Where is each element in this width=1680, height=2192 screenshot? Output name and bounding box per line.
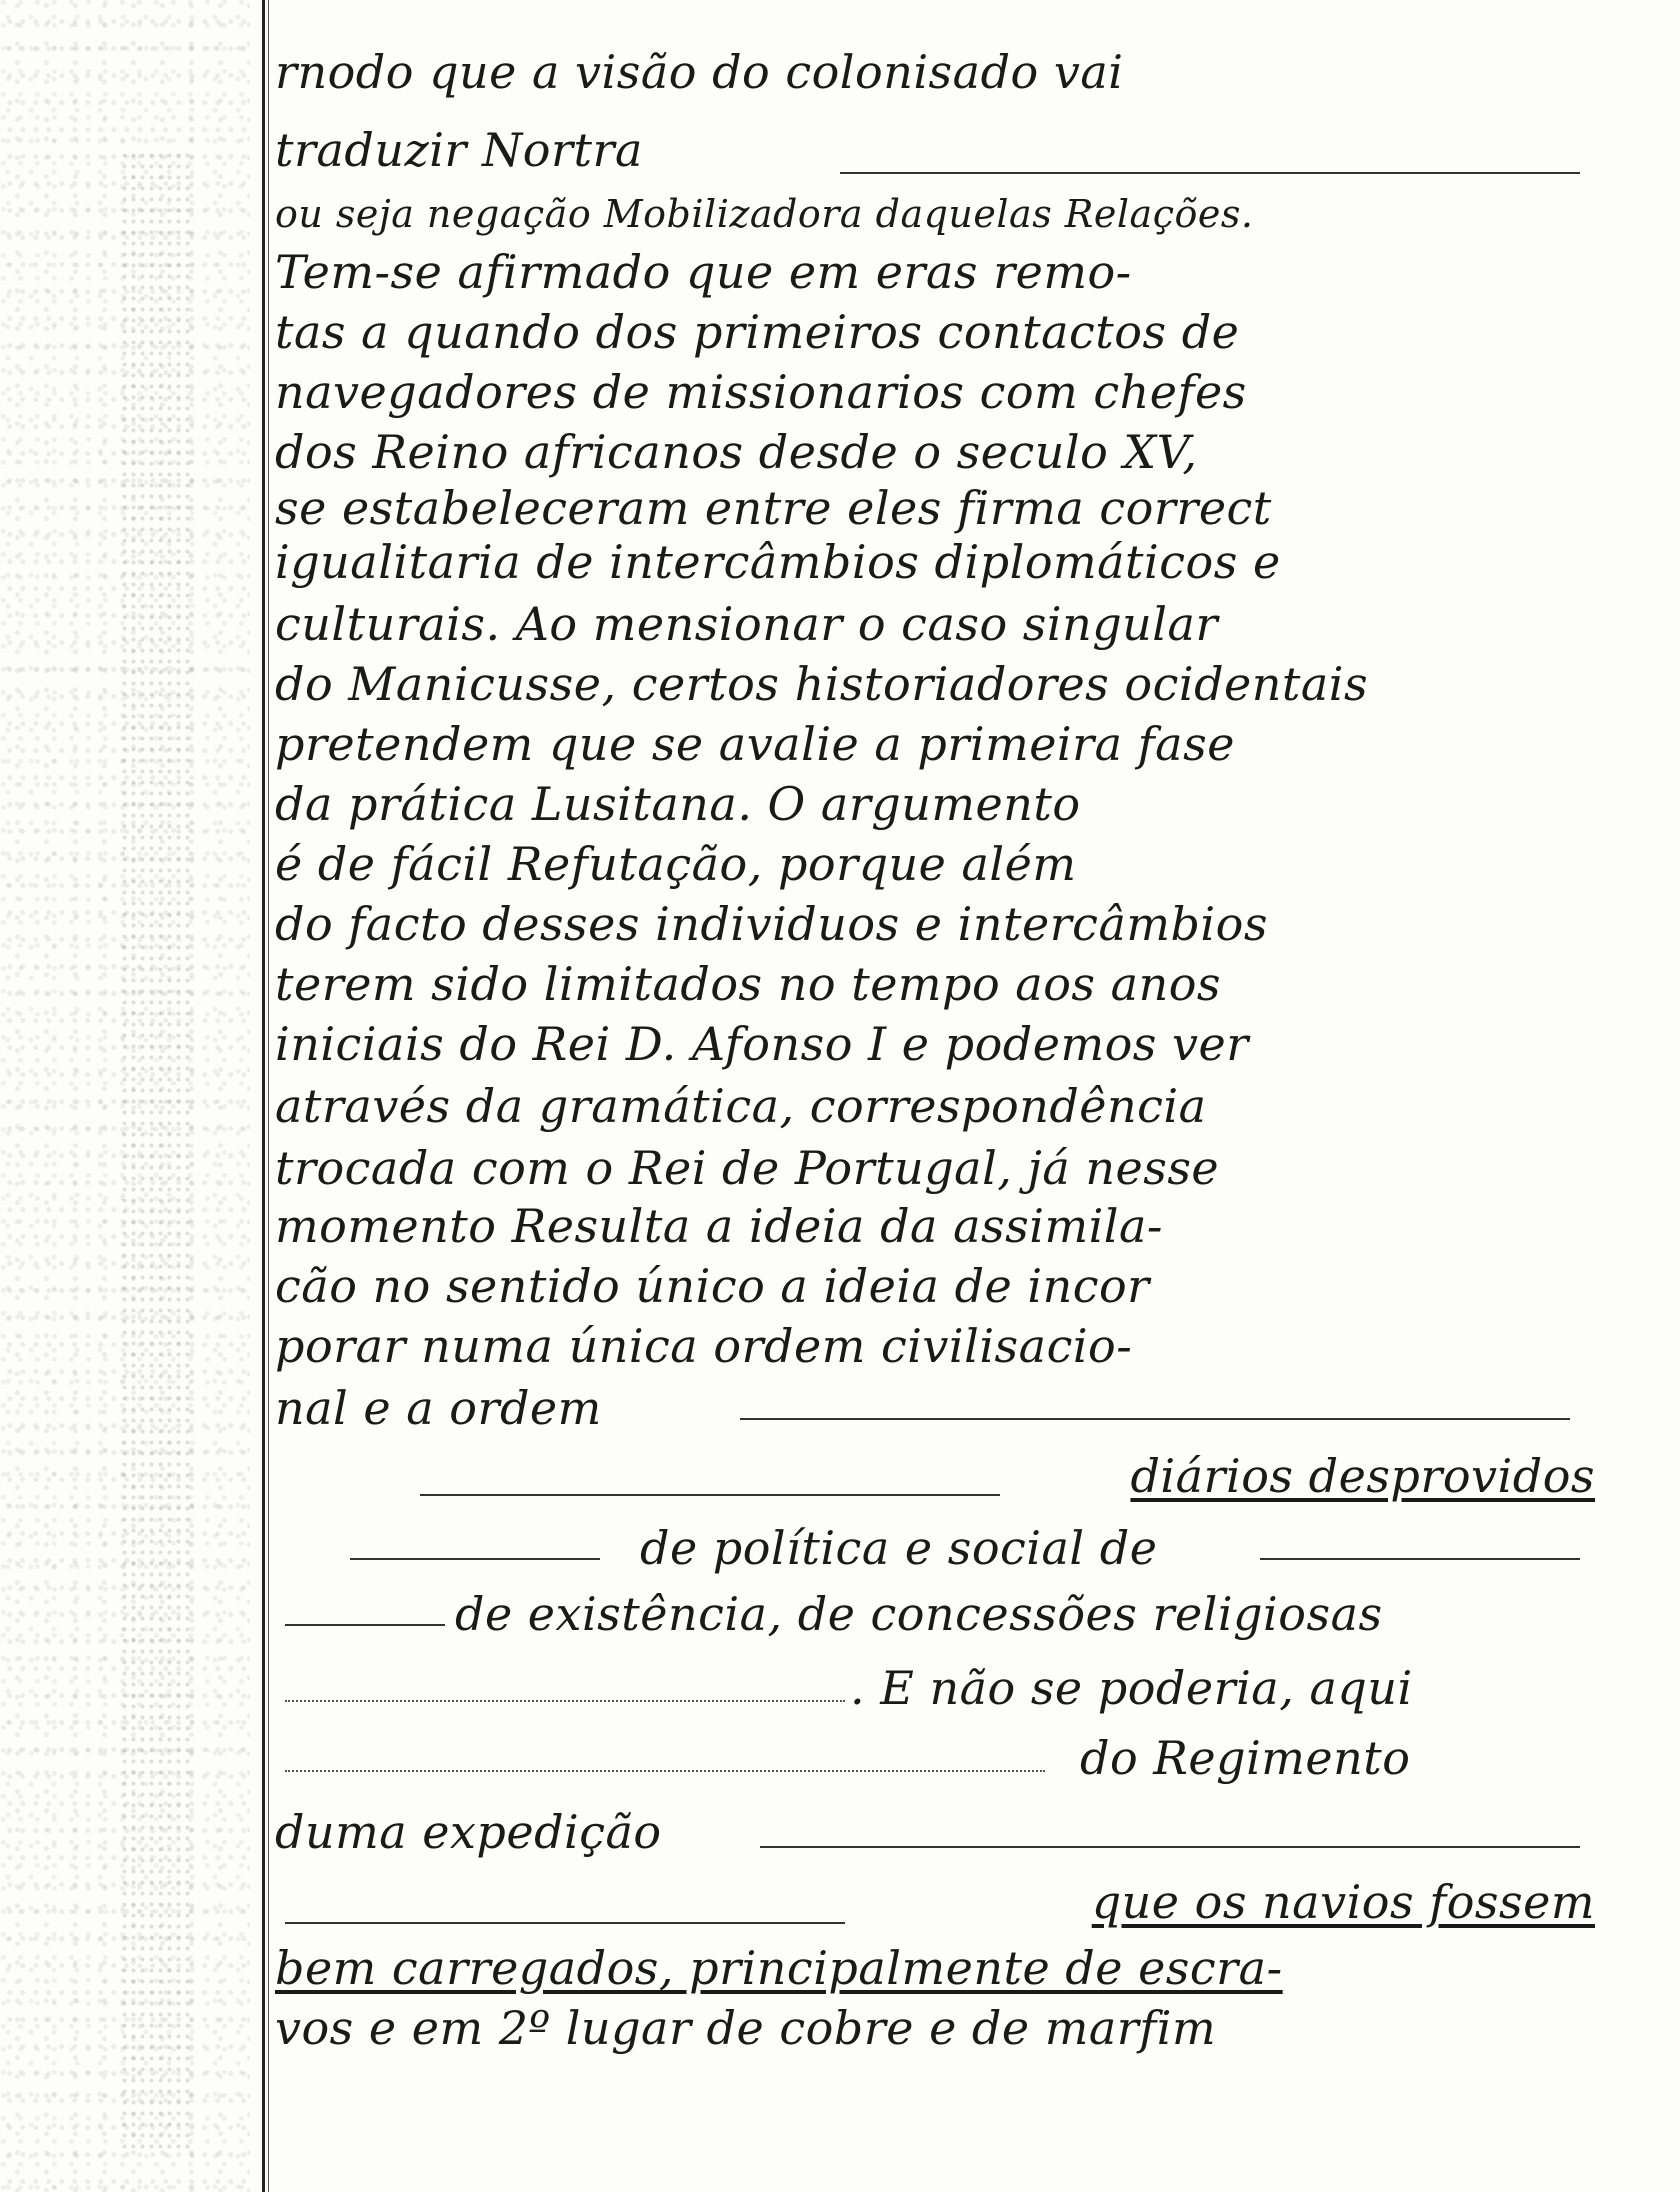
text-line: ou seja negação Mobilizadora daquelas Relações. <box>275 192 1254 236</box>
text-line: se estabeleceram entre eles firma correct <box>275 481 1272 535</box>
text-line: diários desprovidos <box>1130 1449 1595 1503</box>
text-line: momento Resulta a ideia da assimila- <box>275 1199 1163 1253</box>
text-line: navegadores de missionarios com chefes <box>275 365 1247 419</box>
margin-line-secondary <box>268 0 269 2192</box>
text-line: dos Reino africanos desde o seculo XV, <box>275 425 1198 479</box>
blank-rule <box>740 1418 1570 1420</box>
text-line: duma expedição <box>275 1805 662 1859</box>
text-line: do facto desses individuos e intercâmbios <box>275 897 1268 951</box>
text-line: bem carregados, principalmente de escra- <box>275 1941 1283 1995</box>
text-line: culturais. Ao mensionar o caso singular <box>275 597 1218 651</box>
text-line: que os navios fossem <box>1091 1875 1595 1929</box>
text-line: vos e em 2º lugar de cobre e de marfim <box>275 2001 1217 2055</box>
text-line: através da gramática, correspondência <box>275 1079 1207 1133</box>
blank-rule <box>840 172 1580 174</box>
text-line: nal e a ordem <box>275 1381 602 1435</box>
blank-rule <box>1260 1558 1580 1560</box>
text-line: . E não se poderia, aqui <box>850 1661 1413 1715</box>
text-line: rnodo que a visão do colonisado vai <box>275 45 1124 99</box>
blank-rule <box>420 1494 1000 1496</box>
text-line: é de fácil Refutação, porque além <box>275 837 1077 891</box>
text-line: cão no sentido único a ideia de incor <box>275 1259 1150 1313</box>
text-line: igualitaria de intercâmbios diplomáticos e <box>275 535 1281 589</box>
text-line: porar numa única ordem civilisacio- <box>275 1319 1133 1373</box>
blank-rule <box>760 1846 1580 1848</box>
text-line: terem sido limitados no tempo aos anos <box>275 957 1222 1011</box>
text-line: da prática Lusitana. O argumento <box>275 777 1081 831</box>
text-line: Tem-se afirmado que em eras remo- <box>275 245 1132 299</box>
margin-line <box>262 0 265 2192</box>
text-line: do Regimento <box>1080 1731 1411 1785</box>
text-line: traduzir Nortra <box>275 123 643 177</box>
blank-rule <box>350 1558 600 1560</box>
blank-dotted-rule <box>285 1700 845 1702</box>
text-line: pretendem que se avalie a primeira fase <box>275 717 1235 771</box>
scanner-noise-dense <box>120 150 190 2150</box>
text-line: de existência, de concessões religiosas <box>455 1587 1383 1641</box>
blank-dotted-rule <box>285 1770 1045 1772</box>
blank-rule <box>285 1624 445 1626</box>
text-line: tas a quando dos primeiros contactos de <box>275 305 1240 359</box>
text-line: trocada com o Rei de Portugal, já nesse <box>275 1141 1220 1195</box>
text-line: iniciais do Rei D. Afonso I e podemos ver <box>275 1017 1249 1071</box>
text-line: do Manicusse, certos historiadores ocidentais <box>275 657 1369 711</box>
text-line: de política e social de <box>640 1521 1158 1575</box>
